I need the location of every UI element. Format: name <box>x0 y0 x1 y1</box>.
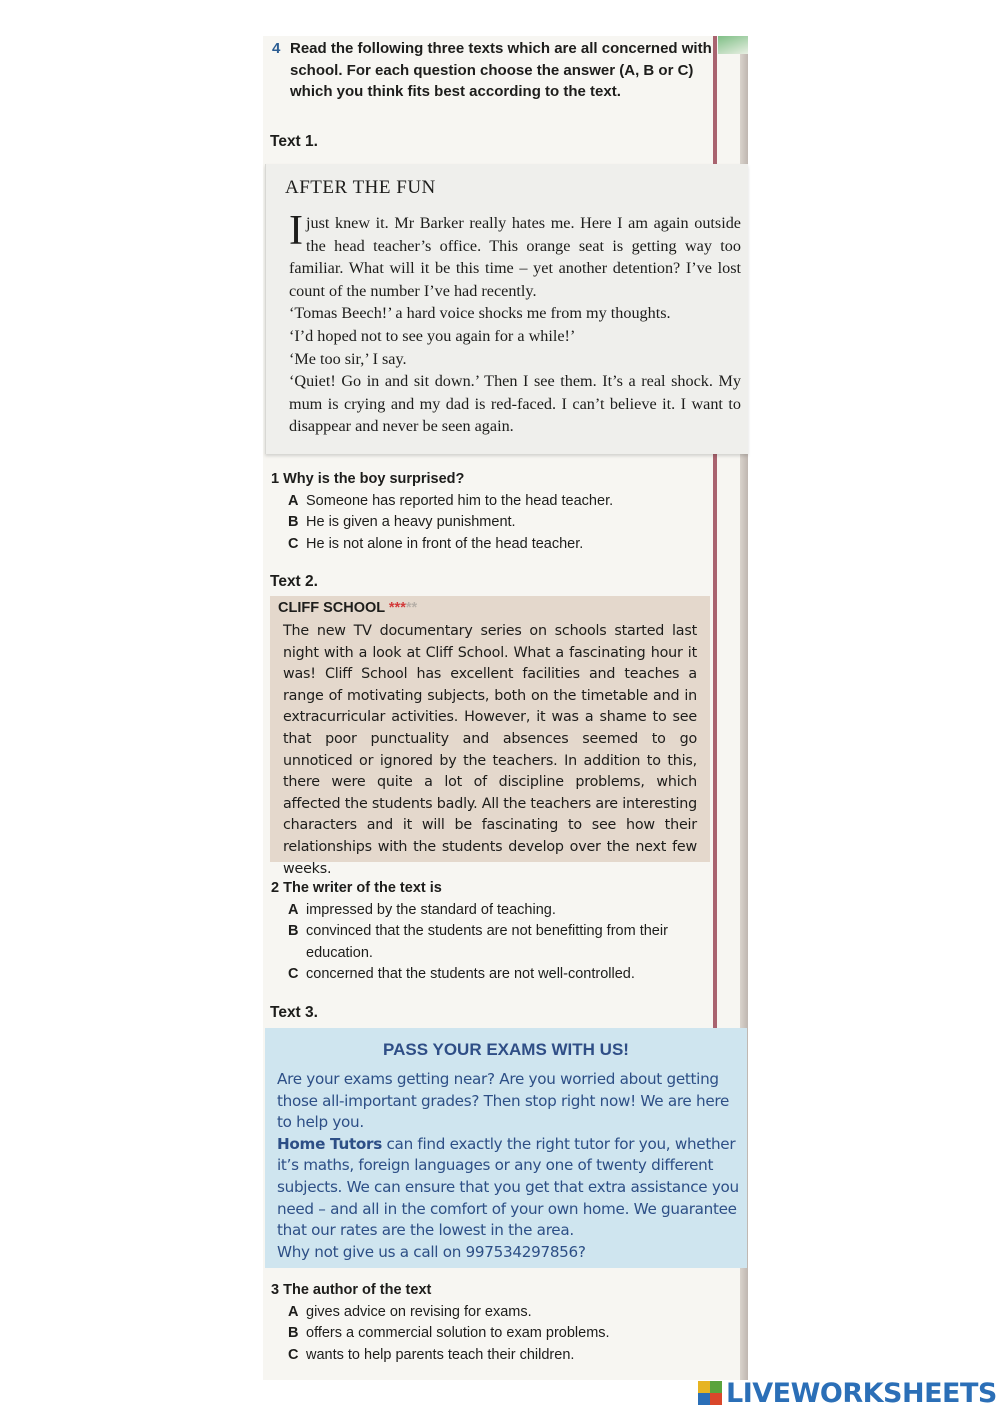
option-letter: C <box>288 1346 299 1363</box>
option-text: concerned that the students are not well-controlled. <box>306 966 635 982</box>
logo-text: LIVEWORKSHEETS <box>726 1377 997 1409</box>
liveworksheets-logo[interactable] <box>698 1376 997 1410</box>
option-letter: B <box>288 1325 299 1341</box>
answer-option-b[interactable] <box>288 921 701 964</box>
text2-label: Text 2. <box>270 573 318 590</box>
answer-option-b[interactable] <box>288 512 711 534</box>
option-letter: C <box>288 535 299 552</box>
option-letter: B <box>288 514 299 530</box>
question-2 <box>271 878 701 986</box>
rating-stars-filled: *** <box>388 600 406 616</box>
question-1 <box>271 469 711 555</box>
answer-option-a[interactable] <box>288 900 701 922</box>
option-letter: A <box>288 1303 299 1320</box>
text1-paragraph: ‘I’d hoped not to see you again for a while!’ <box>289 326 576 345</box>
text2-title-row <box>278 600 417 616</box>
question-3 <box>271 1280 711 1366</box>
question-number: 1 <box>271 471 280 487</box>
text3-body <box>277 1069 739 1263</box>
text1-body <box>289 208 741 438</box>
exercise-number: 4 <box>272 40 281 57</box>
option-text: He is not alone in front of the head teacher. <box>306 535 584 552</box>
answer-option-c[interactable] <box>288 964 701 986</box>
text1-paragraph: ‘Quiet! Go in and sit down.’ Then I see them. It’s a real shock. My mum is crying and my dad is red-faced. I can’t believe it. I want to disappear and never be seen again. <box>289 372 741 436</box>
text1-label: Text 1. <box>270 133 318 150</box>
text1-paragraph: ‘Tomas Beech!’ a hard voice shocks me from my thoughts. <box>289 304 671 323</box>
text3-paragraph: Why not give us a call on 997534297856? <box>277 1242 586 1261</box>
answer-option-c[interactable] <box>288 534 711 556</box>
rating-stars-empty: ** <box>405 600 418 616</box>
option-letter: A <box>288 492 299 509</box>
text1-paragraph <box>289 208 741 302</box>
option-text: He is given a heavy punishment. <box>306 514 516 530</box>
option-text: convinced that the students are not benefitting from their education. <box>306 923 668 961</box>
exercise-instruction <box>272 38 712 103</box>
question-number: 2 <box>271 880 280 896</box>
text2-body: The new TV documentary series on schools started last night with a look at Cliff School. What a fascinating hour it was! Cliff School has excellent facilities and teaches a range of motivating subjects, both on the timetable and in extracurricular activities. However, it was a shame to see that poor punctuality and absences seemed to go unnoticed or ignored by the teachers. In addition to this, there were quite a lot of discipline problems, which affected the students badly. All the teachers are interesting characters and it will be fascinating to see how their relationships with the students develop over the next few weeks. <box>283 623 698 877</box>
text3-paragraph: Are your exams getting near? Are you worried about getting those all-important grades? Then stop right now! We are here to help you. <box>277 1070 730 1132</box>
text3-paragraph <box>277 1134 739 1242</box>
question-text: The author of the text <box>283 1282 432 1298</box>
option-text: impressed by the standard of teaching. <box>306 901 556 918</box>
text1-paragraph: ‘Me too sir,’ I say. <box>289 349 407 368</box>
text1-dropcap: I <box>289 208 303 254</box>
text2-title: CLIFF SCHOOL <box>278 600 385 616</box>
question-text: The writer of the text is <box>283 880 442 896</box>
text3-paragraph-text: can find exactly the right tutor for you, whether it’s maths, foreign languages or any one of twenty different subjects. We can ensure that you get that extra assistance you need – and all in the comfort of your own home. We guarantee that our rates are the lowest in the area. <box>277 1134 739 1240</box>
option-text: Someone has reported him to the head teacher. <box>306 492 614 509</box>
option-letter: A <box>288 901 299 918</box>
instruction-text: Read the following three texts which are all concerned with school. For each question choose the answer (A, B or C) which you think fits best according to the text. <box>290 40 712 100</box>
text3-label: Text 3. <box>270 1004 318 1021</box>
answer-option-a[interactable] <box>288 1302 711 1324</box>
option-text: wants to help parents teach their children. <box>306 1346 575 1363</box>
page-corner-decoration <box>718 36 748 54</box>
question-text: Why is the boy surprised? <box>283 471 465 487</box>
option-text: gives advice on revising for exams. <box>306 1303 532 1320</box>
option-text: offers a commercial solution to exam problems. <box>306 1325 610 1341</box>
text3-brand: Home Tutors <box>277 1134 382 1153</box>
text1-paragraph-text: just knew it. Mr Barker really hates me. Here I am again outside the head teacher’s office. This orange seat is getting way too familiar. What will it be this time – yet another detention? I’ve lost count of the number I’ve had recently. <box>289 214 741 300</box>
text1-title: AFTER THE FUN <box>285 177 436 198</box>
text3-title: PASS YOUR EXAMS WITH US! <box>383 1040 629 1059</box>
answer-option-b[interactable] <box>288 1323 711 1345</box>
option-letter: C <box>288 966 299 982</box>
answer-option-a[interactable] <box>288 491 711 513</box>
question-number: 3 <box>271 1282 280 1298</box>
liveworksheets-logo-icon <box>698 1381 722 1405</box>
option-letter: B <box>288 923 299 939</box>
answer-option-c[interactable] <box>288 1345 711 1367</box>
